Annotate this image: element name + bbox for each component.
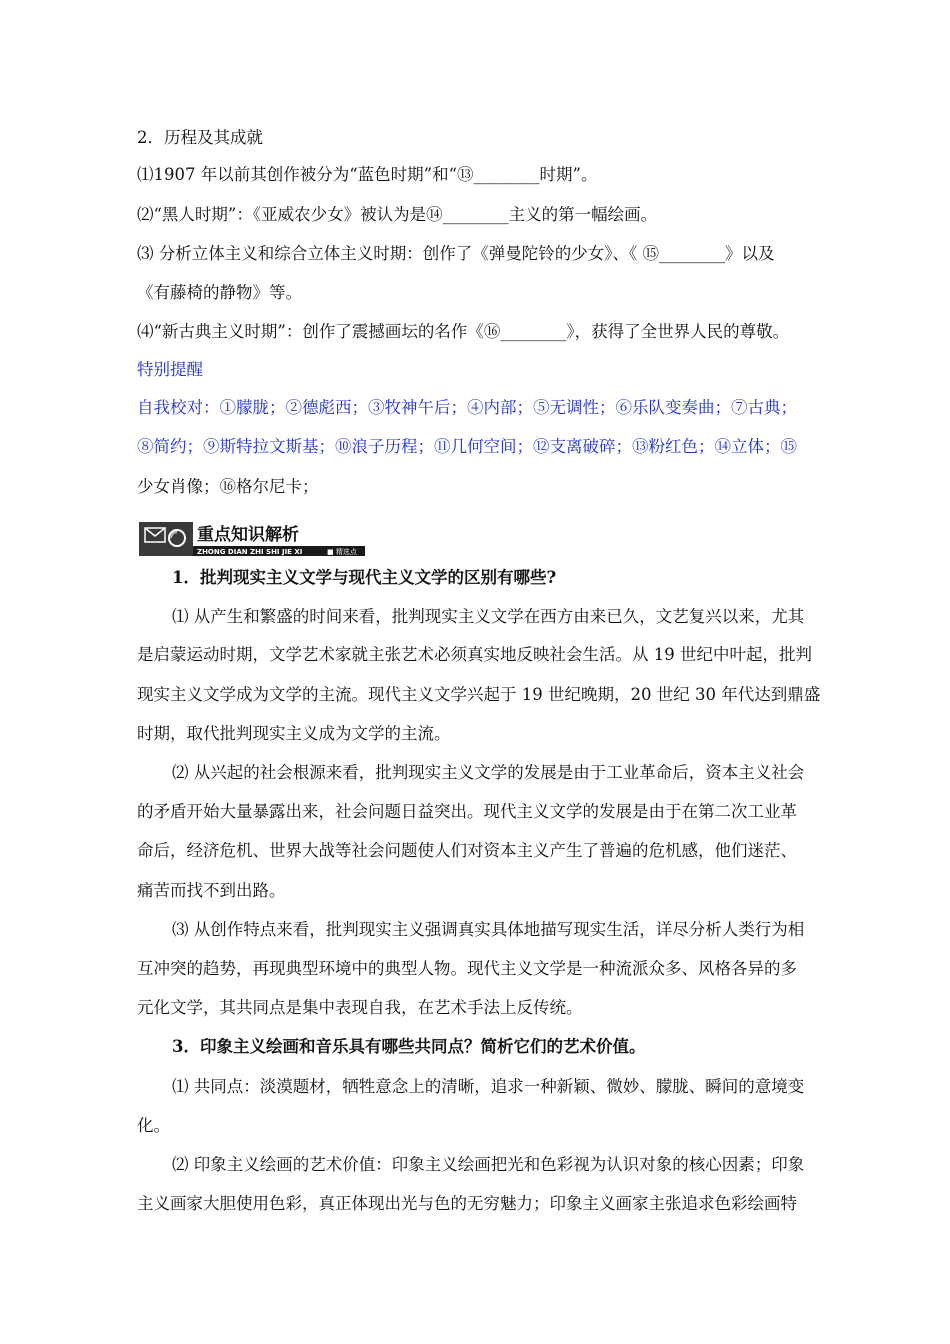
list-item: ⑵“黑人时期”：《亚威农少女》被认为是⑭________主义的第一幅绘画。 (137, 205, 658, 224)
question-title: 3．印象主义绘画和音乐具有哪些共同点？简析它们的艺术价值。 (172, 1037, 646, 1056)
banner-title: 重点知识解析 (197, 525, 299, 545)
paragraph-line: 痛苦而找不到出路。 (137, 881, 286, 900)
answer-line: 少女肖像；⑯格尔尼卡； (137, 477, 319, 496)
paragraph-line: 现实主义文学成为文学的主流。现代主义文学兴起于 19 世纪晚期，20 世纪 30 年代达到鼎盛 (137, 685, 821, 704)
paragraph-line: 命后，经济危机、世界大战等社会问题使人们对资本主义产生了普遍的危机感，他们迷茫、 (137, 841, 797, 860)
section-heading: 2．历程及其成就 (137, 128, 263, 147)
paragraph-line: 化。 (137, 1116, 170, 1135)
reminder-title: 特别提醒 (137, 360, 203, 379)
paragraph-line: 元化文学，其共同点是集中表现自我，在艺术手法上反传统。 (137, 998, 583, 1017)
paragraph-line: ⑴ 共同点：淡漠题材，牺牲意念上的清晰，追求一种新颖、微妙、朦胧、瞬间的意境变 (172, 1077, 805, 1096)
paragraph-line: ⑶ 从创作特点来看，批判现实主义强调真实具体地描写现实生活，详尽分析人类行为相 (172, 920, 805, 939)
paragraph-line: 主义画家大胆使用色彩，真正体现出光与色的无穷魅力；印象主义画家主张追求色彩绘画特 (137, 1194, 797, 1213)
list-item: ⑷“新古典主义时期”：创作了震撼画坛的名作《⑯________》，获得了全世界人民的尊敬。 (137, 322, 790, 341)
paragraph-line: 时期，取代批判现实主义成为文学的主流。 (137, 724, 451, 743)
list-item: ⑴1907 年以前其创作被分为“蓝色时期”和“⑬________时期”。 (137, 165, 598, 184)
paragraph-line: 是启蒙运动时期，文学艺术家就主张艺术必须真实地反映社会生活。从 19 世纪中叶起，批判 (137, 645, 812, 664)
paragraph-line: ⑴ 从产生和繁盛的时间来看，批判现实主义文学在西方由来已久，文艺复兴以来，尤其 (172, 607, 805, 626)
answer-line: ⑧简约；⑨斯特拉文斯基；⑩浪子历程；⑪几何空间；⑫支离破碎；⑬粉红色；⑭立体；⑮ (137, 437, 797, 456)
paragraph-line: 互冲突的趋势，再现典型环境中的典型人物。现代主义文学是一种流派众多、风格各异的多 (137, 959, 797, 978)
list-item-continuation: 《有藤椅的静物》等。 (137, 283, 302, 302)
section-banner (137, 518, 367, 558)
question-title: 1．批判现实主义文学与现代主义文学的区别有哪些? (172, 568, 557, 587)
banner-pinyin: ZHONG DIAN ZHI SHI JIE XI (197, 548, 303, 556)
banner-tag: ■ 精选点 (327, 548, 357, 556)
list-item: ⑶ 分析立体主义和综合立体主义时期：创作了《弹曼陀铃的少女》、《 ⑮________》以及 (137, 244, 775, 263)
answer-line: 自我校对：①朦胧；②德彪西；③牧神午后；④内部；⑤无调性；⑥乐队变奏曲；⑦古典； (137, 398, 797, 417)
paragraph-line: 的矛盾开始大量暴露出来，社会问题日益突出。现代主义文学的发展是由于在第二次工业革 (137, 802, 797, 821)
paragraph-line: ⑵ 印象主义绘画的艺术价值：印象主义绘画把光和色彩视为认识对象的核心因素；印象 (172, 1155, 805, 1174)
paragraph-line: ⑵ 从兴起的社会根源来看，批判现实主义文学的发展是由于工业革命后，资本主义社会 (172, 763, 805, 782)
